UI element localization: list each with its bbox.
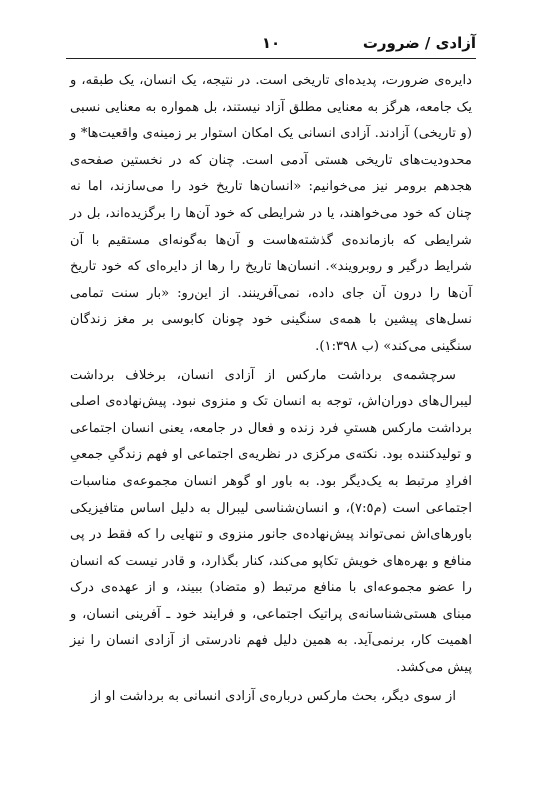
paragraph-3: از سوی دیگر، بحث مارکس درباره‌ی آزادی انسانی به برداشت او از bbox=[91, 688, 456, 704]
body-text bbox=[70, 68, 472, 710]
header-rule bbox=[66, 58, 476, 59]
page-number: ١٠ bbox=[261, 34, 281, 52]
page-header bbox=[66, 32, 476, 56]
paragraph-1: دایره‌ی ضرورت، پدیده‌ای تاریخی است. در نتیجه، یک انسان، یک طبقه، و یک جامعه، هرگز به معنایی مطلق آزاد نیستند، بل همواره به معنایی نسبی (و تاریخی) آزادند. آزادی انسانی یک امکان استوار بر زمینه‌ی واقعیت‌ها* و محدودیت‌های تاریخی هستی آدمی است. چنان که در نخستین صفحه‌ی هجدهم برومر نیز می‌خوانیم: «انسان‌ها تاریخ خود را می‌سازند، اما نه چنان که خود می‌خواهند، یا در شرایطی که خود آن‌ها را برگزیده‌اند، بل در شرایطی که بازمانده‌ی گذشته‌هاست و آن‌ها به‌گونه‌ای مستقیم با آن شرایط درگیر و روبرویند». انسان‌ها تاریخ را رها از دایره‌ای که خود تاریخ آن‌ها را درون آن جای داده، نمی‌آفرینند. از این‌رو: «بار سنت تمامی نسل‌های پیشین با همه‌ی سنگینی خود چونان کابوسی بر مغز زندگان سنگینی می‌کند» (ب ١:٣٩٨). bbox=[70, 73, 472, 354]
running-title: آزادی / ضرورت bbox=[362, 34, 476, 52]
paragraph-2: سرچشمه‌ی برداشت مارکس از آزادی انسان، برخلاف برداشت لیبرال‌های دوران‌اش، توجه به انسان تک و منزوی نبود. پیش‌نهاده‌ی اصلی برداشت مارکس هستیِ فرد زنده و فعال در جامعه، یعنی انسان اجتماعی و تولیدکننده بود. نکته‌ی مرکزی در نظریه‌ی اجتماعی او فهم زندگیِ جمعیِ افرادِ مرتبط به یک‌دیگر بود. به باور او گوهر انسان مجموعه‌ی مناسبات اجتماعی است (م٧:٥)، و انسان‌شناسی لیبرال به دلیل اساس متافیزیکی باورهای‌اش نمی‌تواند پیش‌نهاده‌ی جانور منزوی و تنهایی را که فقط در پی منافع و بهره‌های خویش تکاپو می‌کند، کنار بگذارد، و قادر نیست که انسان را عضو مجموعه‌ای با منافع مرتبط (و متضاد) ببیند، و از عهده‌ی درک مبنای هستی‌شناسانه‌ی پراتیک اجتماعی، و فرایند خود ـ آفرینی انسان، و اهمیت کار، برنمی‌آید. به همین دلیل فهم نادرستی از آزادی انسان را نیز پیش می‌کشد. bbox=[70, 367, 472, 676]
